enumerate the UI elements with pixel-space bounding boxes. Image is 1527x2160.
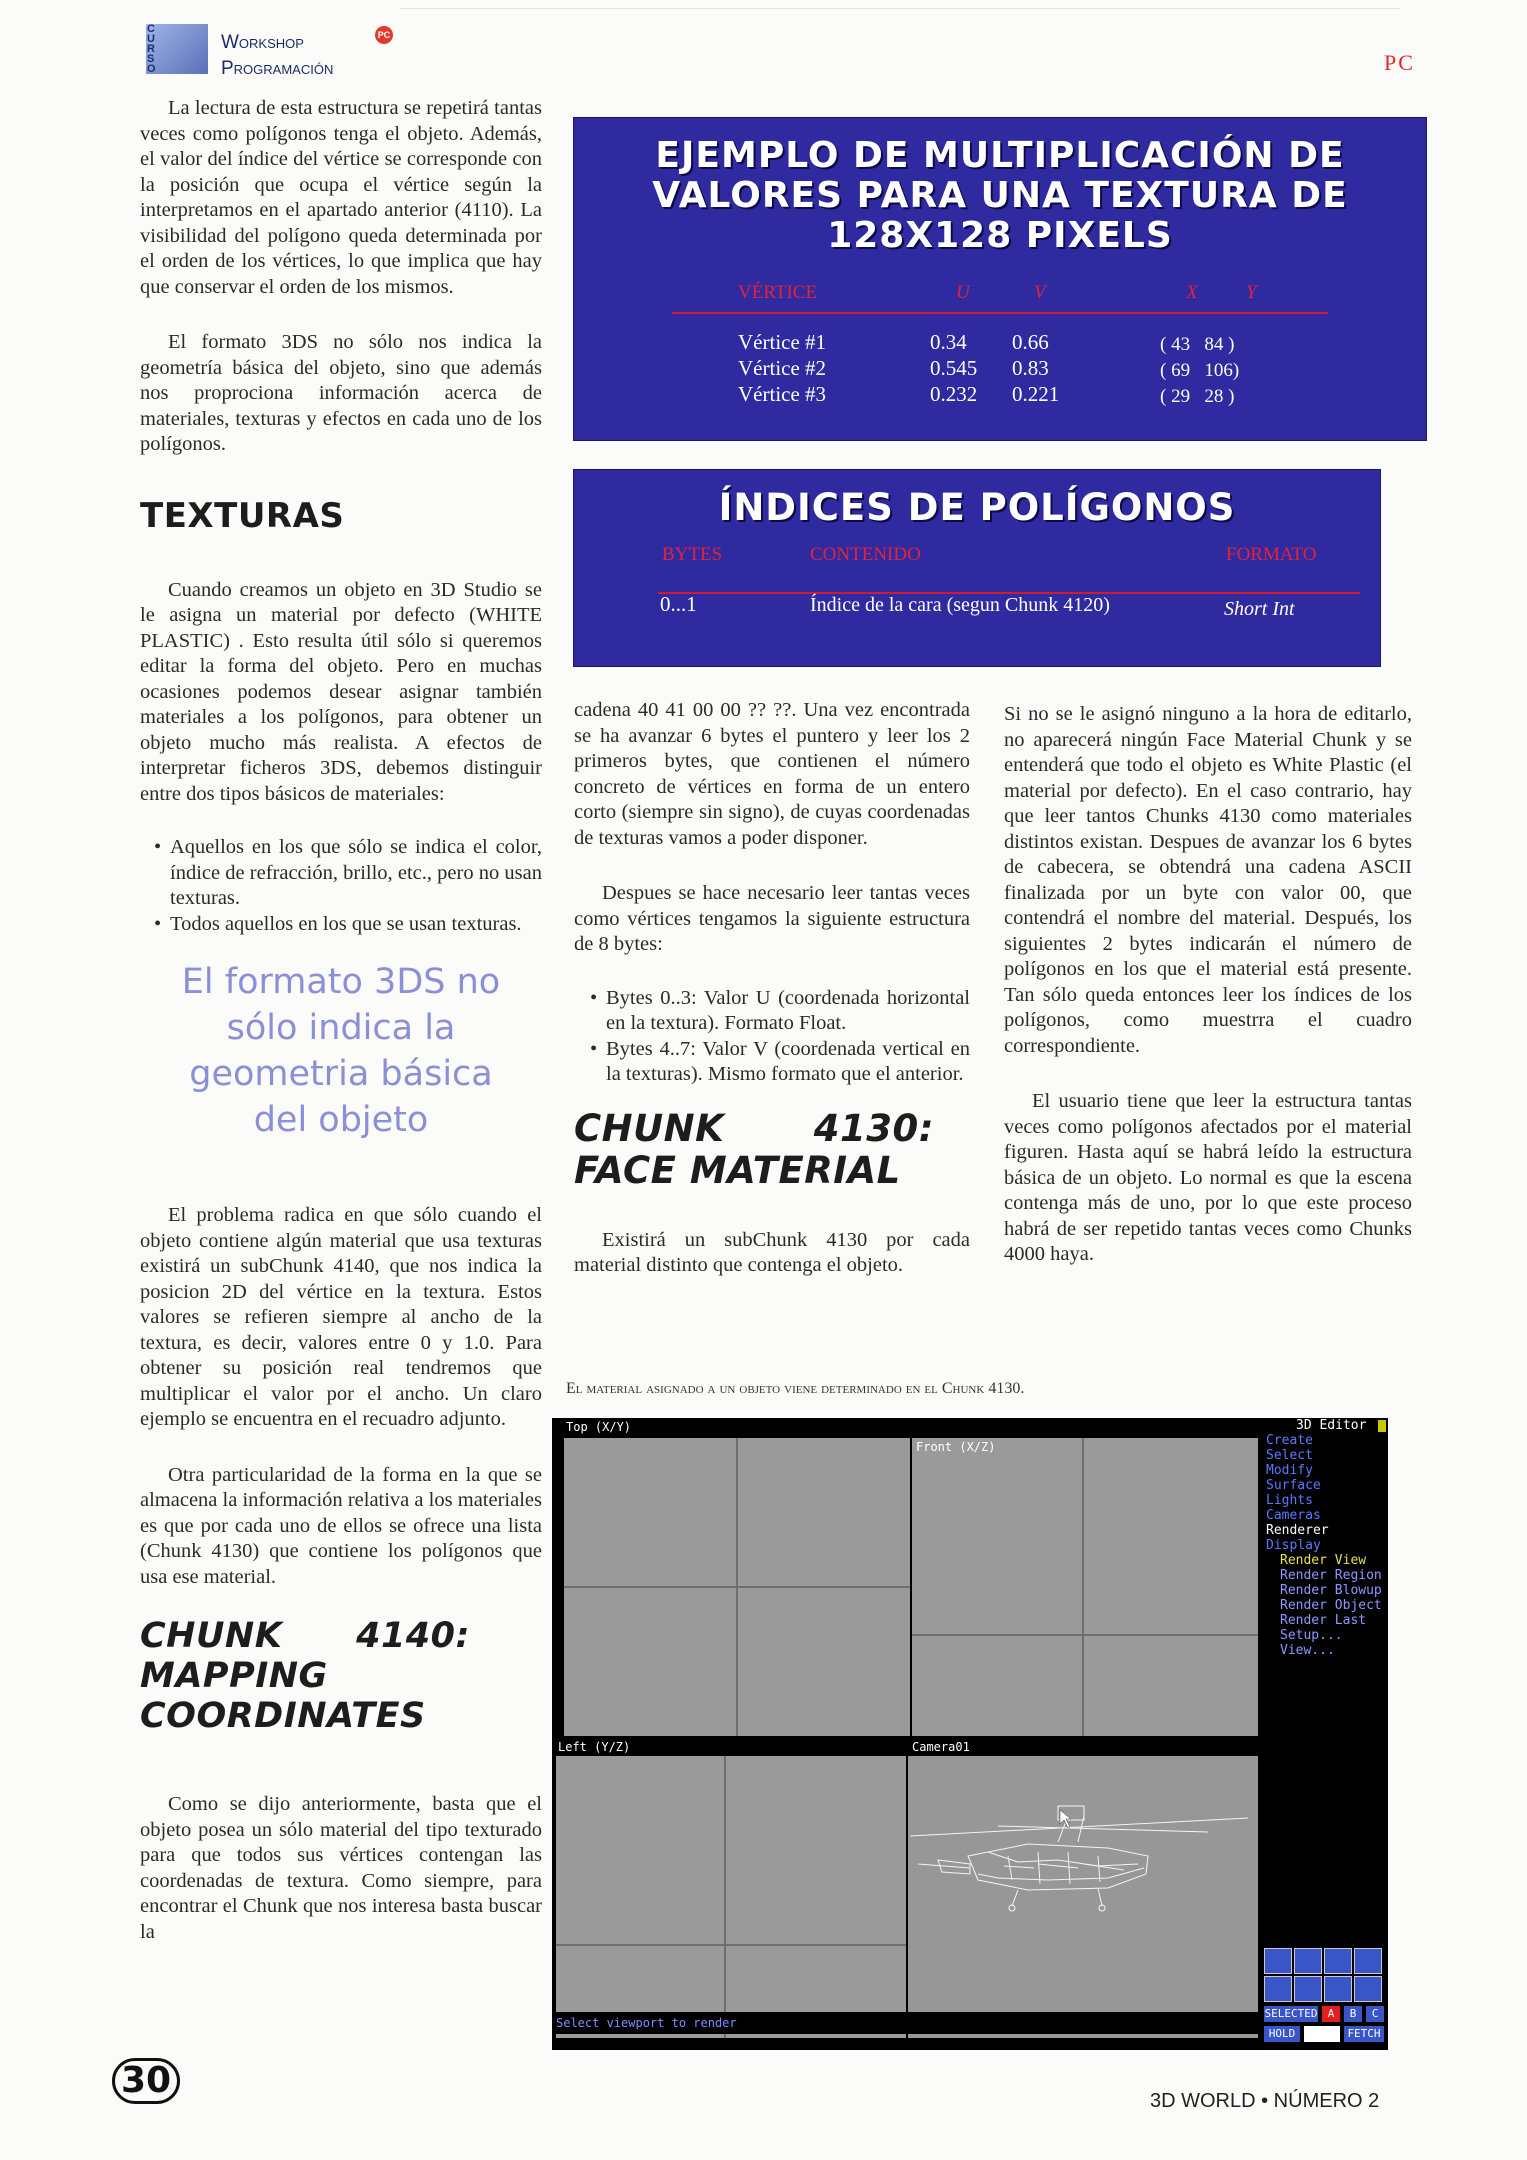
paragraph: Otra particularidad de la forma en la que se almacena la información relativa a los materiales es que por cada uno de ellos se ofrece una lista (Chunk 4130) que contiene los polígonos que usa ese material. <box>140 1463 542 1588</box>
table-cell-v: 0.221 <box>1012 382 1060 406</box>
page-number <box>112 2058 180 2104</box>
submenu-render-last[interactable]: Render Last <box>1280 1613 1367 1628</box>
table-cell-u: 0.545 <box>930 356 978 380</box>
axis-icon[interactable] <box>1264 1948 1292 1974</box>
viewport-label-left: Left (Y/Z) <box>558 1740 631 1754</box>
submenu-render-object[interactable]: Render Object <box>1280 1598 1382 1613</box>
texture-example-box <box>574 118 1426 440</box>
top-rule <box>400 8 1400 9</box>
list-item: • Bytes 4..7: Valor V (coordenada vertical en la texturas). Mismo formato que el anterior. <box>590 1037 970 1088</box>
grid-line <box>724 1756 726 2038</box>
box-title: ÍNDICES DE POLÍGONOS <box>718 486 1236 529</box>
3d-studio-screenshot <box>552 1418 1388 2050</box>
table-cell-xy: ( 69 106) <box>1160 360 1240 381</box>
submenu-render-region[interactable]: Render Region <box>1280 1568 1382 1583</box>
heading-texturas: TEXTURAS <box>140 495 345 536</box>
bullet-list <box>140 835 542 937</box>
icon-toolbar <box>1262 1946 1386 2002</box>
paragraph: El formato 3DS no sólo nos indica la geometría básica del objeto, sino que además nos proprociona información acerca de materiales, texturas y efectos en cada uno de los polígonos. <box>140 331 542 455</box>
hold-field[interactable] <box>1304 2026 1340 2042</box>
status-bar <box>552 2012 1260 2034</box>
list-item: • Bytes 0..3: Valor U (coordenada horizontal en la textura). Formato Float. <box>590 986 970 1037</box>
logo-letters: CURSO <box>147 23 156 75</box>
col-header-bytes: BYTES <box>662 544 723 565</box>
table-cell-vertex: Vértice #1 <box>738 330 827 354</box>
expand-icon[interactable] <box>1354 1976 1382 2002</box>
viewport-label-front: Front (X/Z) <box>916 1440 996 1454</box>
paragraph: Despues se hace necesario leer tantas veces como vértices tengamos la siguiente estructura de 8 bytes: <box>574 882 970 955</box>
header <box>143 20 403 84</box>
menu-item-renderer[interactable]: Renderer <box>1266 1523 1329 1538</box>
paragraph: El problema radica en que sólo cuando el objeto contiene algún material que usa texturas existirá un subChunk 4140, que nos indica la posicion 2D del vértice en la textura. Estos valores se refieren siempre al ancho de la textura, es decir, valores entre 0 y 1.0. Para obtener su posición real tendremos que multiplicar el valor por el ancho. Un claro ejemplo se encuentra en el recuadro adjunto. <box>140 1204 542 1430</box>
editor-menu <box>1266 1418 1386 1958</box>
menu-item-lights[interactable]: Lights <box>1266 1493 1313 1508</box>
grid-icon[interactable] <box>1264 1976 1292 2002</box>
menu-item-create[interactable]: Create <box>1266 1433 1313 1448</box>
column-1 <box>140 96 542 1967</box>
grid-line <box>564 1586 910 1588</box>
table-cell-content: Índice de la cara (segun Chunk 4120) <box>810 594 1110 616</box>
magazine-footer: 3D WORLD • NÚMERO 2 <box>1150 2090 1380 2112</box>
submenu-setup[interactable]: Setup... <box>1280 1628 1343 1643</box>
col-header-y: Y <box>1246 282 1257 303</box>
column-2 <box>574 698 970 1301</box>
pull-quote: El formato 3DS no sólo indica la geometria básica del objeto <box>181 962 501 1140</box>
heading-chunk-4130: CHUNK 4130: FACE MATERIAL <box>574 1106 934 1192</box>
platform-label: PC <box>1384 50 1415 75</box>
table-cell-vertex: Vértice #3 <box>738 382 827 406</box>
menu-scroll-indicator[interactable] <box>1378 1420 1386 1432</box>
status-text: Select viewport to render <box>556 2016 737 2030</box>
menu-item-surface[interactable]: Surface <box>1266 1478 1321 1493</box>
menu-title: 3D Editor <box>1296 1418 1367 1433</box>
menu-item-modify[interactable]: Modify <box>1266 1463 1313 1478</box>
selection-b-button[interactable]: B <box>1344 2006 1362 2022</box>
table-cell-u: 0.34 <box>930 330 967 354</box>
helicopter-wireframe <box>908 1756 1258 2038</box>
hold-button[interactable]: HOLD <box>1264 2026 1300 2042</box>
paragraph: La lectura de esta estructura se repetirá tantas veces como polígonos tenga el objeto. Además, el valor del índice del vértice se corresponde con la posición que ocupa el vértice según la interpretamos en el apartado anterior (4110). La visibilidad del polígono queda determinada por el orden de los vértices, lo que implica que hay que conservar el orden de los mismos. <box>140 97 542 298</box>
zoom-extents-icon[interactable] <box>1354 1948 1382 1974</box>
header-rule <box>672 312 1328 314</box>
paragraph: Cuando creamos un objeto en 3D Studio se le asigna un material por defecto (WHITE PLASTIC) . Esto resulta útil sólo si queremos editar la forma del objeto. Pero en muchas ocasiones podemos desear asignar también materiales a los polígonos, para obtener un objeto mucho más realista. A efectos de interpretar ficheros 3DS, debemos distinguir entre dos tipos básicos de materiales: <box>140 578 542 805</box>
figure-caption: El material asignado a un objeto viene determinado en el Chunk 4130. <box>566 1380 1025 1397</box>
col-header-contenido: CONTENIDO <box>810 544 921 565</box>
viewport-left[interactable] <box>556 1756 906 2038</box>
column-3 <box>1004 702 1412 1290</box>
paragraph: Si no se le asignó ninguno a la hora de editarlo, no aparecerá ningún Face Material Chunk y se entenderá que todo el objeto es White Plastic (el material por defecto). En el caso contrario, hay que leer tantos Chunks 4130 como materiales distintos existan. Despues de avanzar los 6 bytes de cabecera, se obtendrá una cadena ASCII finalizada por un byte con valor 00, que contendrá el nombre del material. Después, los siguientes 2 bytes indicarán el número de polígonos en los que el material está presente. Tan sólo queda entonces leer los índices de los polígonos, como muestrra el cuadro correspondiente. <box>1004 703 1412 1057</box>
grid-line <box>556 1944 906 1946</box>
box-title: EJEMPLO DE MULTIPLICACIÓN DE VALORES PARA UNA TEXTURA DE 128X128 PIXELS <box>652 135 1348 256</box>
table-cell-u: 0.232 <box>930 382 978 406</box>
paragraph: Existirá un subChunk 4130 por cada material distinto que contenga el objeto. <box>574 1228 970 1276</box>
viewport-top[interactable] <box>564 1438 910 1736</box>
table-cell-bytes: 0...1 <box>660 592 697 616</box>
fetch-button[interactable]: FETCH <box>1344 2026 1384 2042</box>
list-item: • Aquellos en los que sólo se indica el color, índice de refracción, brillo, etc., pero no usan texturas. <box>154 835 542 912</box>
menu-item-select[interactable]: Select <box>1266 1448 1313 1463</box>
submenu-view[interactable]: View... <box>1280 1643 1335 1658</box>
heading-chunk-4140: CHUNK 4140: MAPPING COORDINATES <box>140 1616 470 1736</box>
col-header-vertice: VÉRTICE <box>738 282 818 303</box>
pc-badge <box>375 26 393 44</box>
viewport-label-top: Top (X/Y) <box>566 1420 632 1434</box>
paragraph: Como se dijo anteriormente, basta que el objeto posea un sólo material del tipo texturado para que todos sus vértices contengan las coordenadas de textura. Como siempre, para encontrar el Chunk que nos interesa basta buscar la <box>140 1793 542 1943</box>
col-header-v: V <box>1034 282 1046 303</box>
viewport-label-camera: Camera01 <box>912 1740 970 1754</box>
table-cell-xy: ( 43 84 ) <box>1160 334 1235 355</box>
col-header-x: X <box>1186 282 1198 303</box>
pan-icon[interactable] <box>1294 1948 1322 1974</box>
menu-item-cameras[interactable]: Cameras <box>1266 1508 1321 1523</box>
grid-line <box>1082 1438 1084 1736</box>
table-cell-vertex: Vértice #2 <box>738 356 827 380</box>
polygon-indices-box <box>574 470 1380 666</box>
table-cell-xy: ( 29 28 ) <box>1160 386 1235 407</box>
page-number-text: 30 <box>112 2058 180 2104</box>
col-header-formato: FORMATO <box>1226 544 1317 565</box>
grid-line <box>912 1634 1258 1636</box>
menu-item-display[interactable]: Display <box>1266 1538 1321 1553</box>
bullet-list <box>574 986 970 1088</box>
selection-a-button[interactable]: A <box>1322 2006 1340 2022</box>
table-cell-format: Short Int <box>1224 598 1295 620</box>
viewport-front[interactable] <box>912 1438 1258 1736</box>
submenu-render-view[interactable]: Render View <box>1280 1553 1367 1568</box>
paragraph: El usuario tiene que leer la estructura tantas veces como polígonos afectados por el material figuren. Hasta aquí se habrá leído la estructura básica de un objeto. Lo normal es que la escena contenga más de uno, por lo que este proceso habrá de ser repetido tantas veces como Chunks 4000 haya. <box>1004 1090 1412 1265</box>
list-item: • Todos aquellos en los que se usan texturas. <box>154 912 542 938</box>
selected-button[interactable]: SELECTED <box>1264 2007 1318 2020</box>
table-cell-v: 0.83 <box>1012 356 1049 380</box>
col-header-u: U <box>956 282 970 303</box>
section-title-programacion: Programación <box>221 58 334 79</box>
selection-c-button[interactable]: C <box>1366 2006 1384 2022</box>
zoom-window-icon[interactable] <box>1324 1948 1352 1974</box>
table-cell-v: 0.66 <box>1012 330 1049 354</box>
fullscreen-icon[interactable] <box>1294 1976 1322 2002</box>
selection-buttons <box>1264 2006 1386 2046</box>
section-title-workshop: Workshop <box>221 32 304 53</box>
pc-badge-label: PC <box>377 30 391 40</box>
submenu-render-blowup[interactable]: Render Blowup <box>1280 1583 1382 1598</box>
paragraph: cadena 40 41 00 00 ?? ??. Una vez encontrada se ha avanzar 6 bytes el puntero y leer los 2 primeros bytes, que contienen el número concreto de vértices en forma de un entero corto (siempre sin signo), de cuyas coordenadas de texturas vamos a poder disponer. <box>574 699 970 849</box>
viewport-camera[interactable] <box>908 1756 1258 2038</box>
layout-icon[interactable] <box>1324 1976 1352 2002</box>
